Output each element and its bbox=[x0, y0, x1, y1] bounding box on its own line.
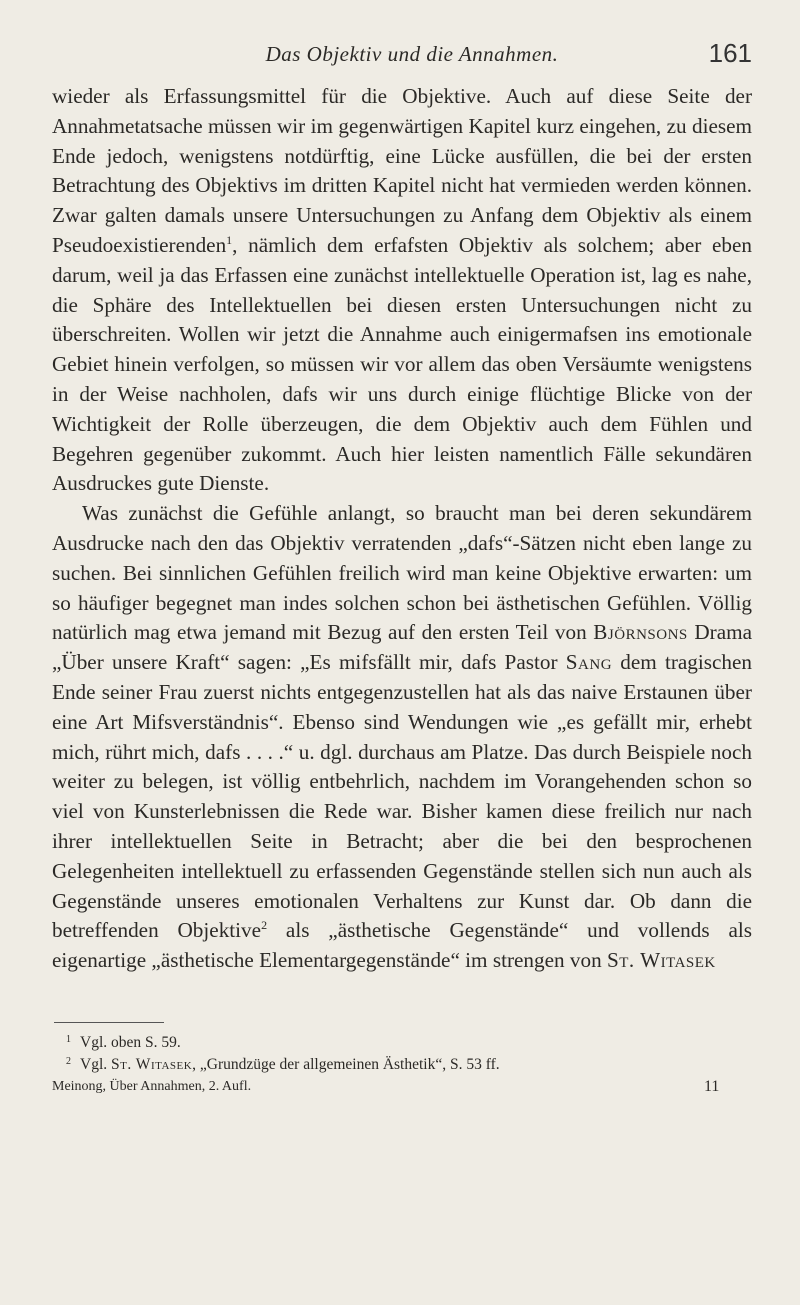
signature-line bbox=[52, 1076, 752, 1098]
author-name: St. Witasek bbox=[111, 1056, 193, 1073]
body-text bbox=[52, 82, 752, 976]
page-number: 161 bbox=[708, 38, 752, 68]
paragraph bbox=[52, 82, 752, 499]
text-run: , „Grundzüge der allgemeinen Ästhetik“, S. 53 ff. bbox=[192, 1056, 500, 1073]
author-name: St. Witasek bbox=[606, 948, 716, 973]
footnote-number: 1 bbox=[66, 1034, 71, 1045]
footnote bbox=[52, 1032, 752, 1054]
author-name: Sang bbox=[565, 650, 613, 675]
text-run: , nämlich dem erfafsten Objektiv als solchem; aber eben darum, weil ja das Erfassen eine zunächst intellektuelle Operation ist, lag es nahe, die Sphäre des Intellektuellen bei diesen ersten Untersuchungen nicht zu überschreiten. Wollen wir jetzt die Annahme auch einigermafsen ins emotionale Gebiet hinein verfolgen, so müssen wir vor allem das oben Versäumte wenigstens in der Weise nachholen, dafs wir uns durch einige flüchtige Blicke von der Wichtigkeit der Rolle überzeugen, die dem Objektiv auch dem Fühlen und Begehren gegenüber zukommt. Auch hier leisten namentlich Fälle sekundären Ausdruckes gute Dienste. bbox=[52, 232, 752, 496]
footnote-marker: 2 bbox=[261, 918, 268, 933]
signature-text: Meinong, Über Annahmen, 2. Aufl. bbox=[52, 1079, 252, 1094]
text-run: dem tragischen Ende seiner Frau zuerst nichts entgegenzustellen hat als das naive Erstaunen über eine Art Mifsverständnis“. Ebenso sind Wendungen wie „es gefällt mir, erhebt mich, rührt mich, dafs . . . .“ u. dgl. durchaus am Platze. Das durch Beispiele noch weiter zu belegen, ist völlig entbehrlich, nachdem im Vorangehenden schon so viel von Kunsterlebnissen die Rede war. Bisher kamen diese freilich nur nach ihrer intellektuellen Seite in Betracht; aber die bei den besprochenen Gelegenheiten intellektuell zu erfassenden Gegenstände stellen sich nun auch als Gegenstände unseres emotionalen Verhaltens zur Kunst dar. Ob dann die betreffenden Objektive bbox=[52, 650, 753, 943]
footnote-marker: 1 bbox=[226, 232, 233, 247]
footnote-rule bbox=[54, 1022, 164, 1023]
text-run: Vgl. oben S. 59. bbox=[80, 1034, 181, 1051]
text-run: Was zunächst die Gefühle anlangt, so braucht man bei deren sekundärem Ausdrucke nach den das Objektiv verratenden „dafs“-Sätzen nicht eben lange zu suchen. Bei sinnlichen Gefühlen freilich wird man keine Objektive erwarten: um so häufiger begegnet man indes solchen schon bei ästhetischen Gefühlen. Völlig natürlich mag etwa jemand mit Bezug auf den ersten Teil von bbox=[52, 501, 752, 645]
author-name: Björnsons bbox=[593, 620, 688, 645]
text-run: Vgl. bbox=[80, 1056, 111, 1073]
running-title: Das Objektiv und die Annahmen. bbox=[265, 42, 559, 66]
paragraph bbox=[52, 499, 752, 976]
footnote bbox=[52, 1054, 752, 1076]
running-head bbox=[52, 38, 752, 74]
footnotes bbox=[52, 1032, 752, 1098]
text-run: als „ästhetische Gegenstände“ und vollends als eigenartige „ästhetische Elementargegenstände“ im strengen von bbox=[52, 918, 752, 973]
footnote-number: 2 bbox=[66, 1056, 71, 1067]
text-run: wieder als Erfassungsmittel für die Objektive. Auch auf diese Seite der Annahmetatsache müssen wir im gegenwärtigen Kapitel kurz eingehen, zu diesem Ende jedoch, wenigstens notdürftig, eine Lücke ausfüllen, die bei der ersten Betrachtung des Objektivs im dritten Kapitel nicht hat vermieden werden können. Zwar galten damals unsere Untersuchungen zu Anfang dem Objektiv als einem Pseudoexistierenden bbox=[52, 84, 752, 257]
text-run: Drama „Über unsere Kraft“ sagen: „Es mifsfällt mir, dafs Pastor bbox=[52, 620, 752, 675]
signature-number: 11 bbox=[704, 1078, 720, 1095]
